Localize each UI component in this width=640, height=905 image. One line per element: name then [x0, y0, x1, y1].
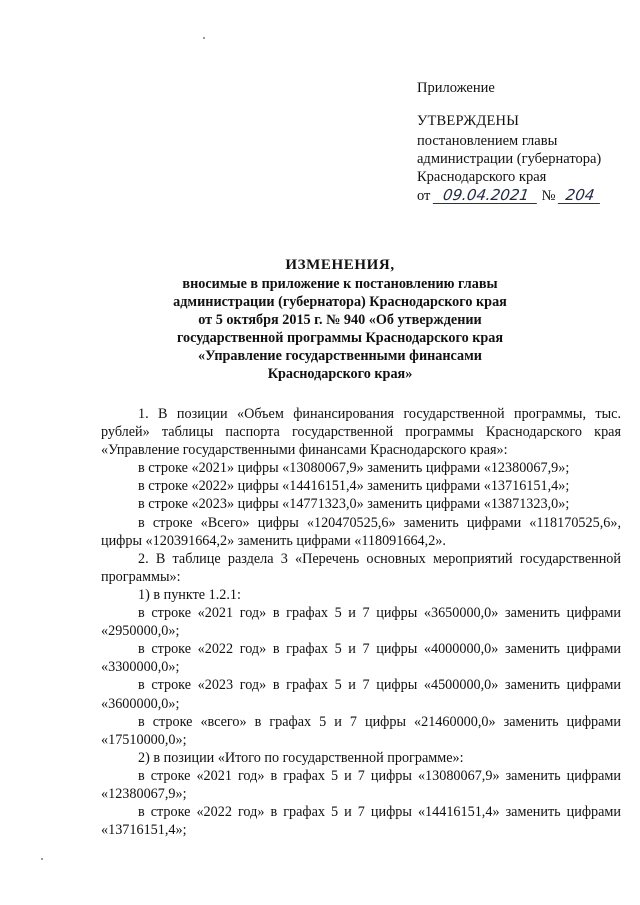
paragraph: в строке «2021 год» в графах 5 и 7 цифры «3650000,0» заменить цифрами «2950000,0»; [101, 605, 621, 640]
paragraph: в строке «Всего» цифры «120470525,6» заменить цифрами «118170525,6», цифры «120391664,2» заменить цифрами «118091664,2». [101, 514, 621, 549]
paragraph: в строке «2023» цифры «14771323,0» заменить цифрами «13871323,0»; [138, 496, 570, 513]
paragraph: в строке «2021» цифры «13080067,9» заменить цифрами «12380067,9»; [138, 460, 570, 477]
appendix-label: Приложение [417, 80, 495, 96]
paragraph: 2. В таблице раздела 3 «Перечень основных мероприятий государственной программы»: [101, 550, 621, 585]
document-body [101, 405, 621, 839]
heading-line: от 5 октября 2015 г. № 940 «Об утверждении [198, 312, 482, 328]
paragraph: 2) в позиции «Итого по государственной программе»: [138, 749, 464, 766]
handwritten-number: 204 [558, 187, 602, 204]
approval-line: Краснодарского края [417, 169, 547, 185]
paragraph: 1. В позиции «Объем финансирования государственной программы, тыс. рублей» таблицы паспорта государственной программы Краснодарского края «Управление государственными финансами Краснодарского края»: [101, 406, 621, 459]
approval-title: УТВЕРЖДЕНЫ [417, 113, 520, 129]
paragraph: в строке «2022 год» в графах 5 и 7 цифры «14416151,4» заменить цифрами «13716151,4»; [101, 804, 621, 839]
heading-line: вносимые в приложение к постановлению главы [182, 276, 498, 292]
paragraph: в строке «всего» в графах 5 и 7 цифры «21460000,0» заменить цифрами «17510000,0»; [101, 713, 621, 748]
heading-title: ИЗМЕНЕНИЯ, [285, 257, 395, 273]
heading-line: Краснодарского края» [267, 366, 413, 382]
paragraph: в строке «2023 год» в графах 5 и 7 цифры «4500000,0» заменить цифрами «3600000,0»; [101, 677, 621, 712]
paragraph: в строке «2022» цифры «14416151,4» заменить цифрами «13716151,4»; [138, 478, 570, 495]
date-prefix: от [417, 188, 431, 204]
approval-line: постановлением главы [417, 133, 558, 149]
heading-line: администрации (губернатора) Краснодарского края [173, 294, 507, 310]
scan-speck [41, 858, 43, 860]
paragraph: в строке «2021 год» в графах 5 и 7 цифры «13080067,9» заменить цифрами «12380067,9»; [101, 767, 621, 802]
handwritten-date: 09.04.2021 [433, 187, 539, 204]
approval-block [417, 112, 632, 205]
date-number-line [417, 187, 632, 205]
heading-line: «Управление государственными финансами [198, 348, 482, 364]
approval-line: администрации (губернатора) [417, 151, 602, 167]
heading-line: государственной программы Краснодарского края [176, 330, 504, 346]
paragraph: в строке «2022 год» в графах 5 и 7 цифры «4000000,0» заменить цифрами «3300000,0»; [101, 641, 621, 676]
number-sign: № [541, 188, 556, 204]
document-heading [60, 256, 620, 383]
scan-speck [203, 37, 205, 39]
paragraph: 1) в пункте 1.2.1: [138, 586, 241, 603]
